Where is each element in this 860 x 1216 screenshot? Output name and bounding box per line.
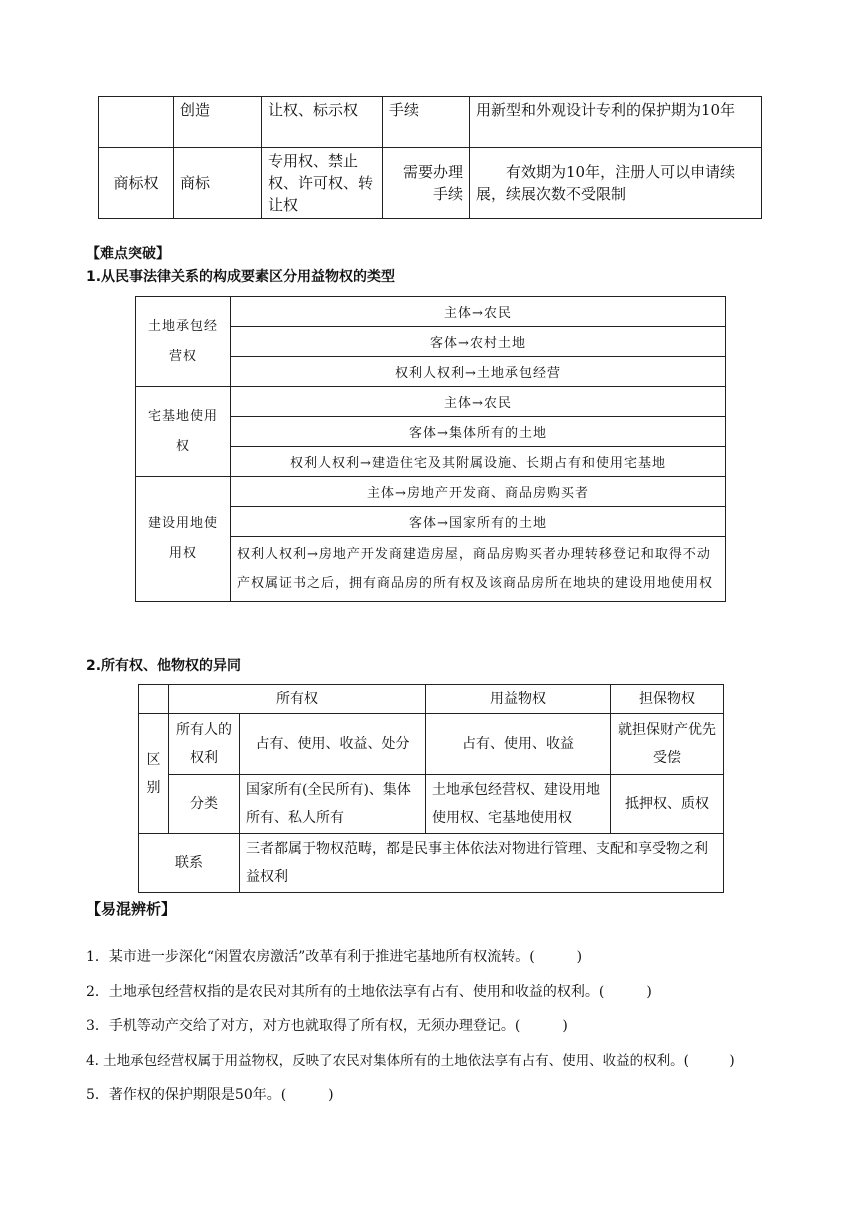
table-row (139, 834, 724, 893)
table-row (139, 685, 724, 714)
trademark-object-cell: 商标 (174, 148, 262, 219)
usufruct-types-table (135, 296, 726, 602)
group-row: 权利人权利→建造住宅及其附属设施、长期占有和使用宅基地 (231, 447, 726, 477)
table-cell: 占有、使用、收益、处分 (240, 714, 426, 775)
group-row: 主体→农民 (231, 297, 726, 327)
group-row: 权利人权利→房地产开发商建造房屋，商品房购买者办理转移登记和取得不动产权属证书之后，拥有商品房的所有权及该商品房所在地块的建设用地使用权 (231, 537, 726, 602)
group-row: 客体→集体所有的土地 (231, 417, 726, 447)
link-label: 联系 (139, 834, 240, 893)
table-cell: 用新型和外观设计专利的保护期为10年 (470, 97, 762, 148)
group-row: 客体→农村土地 (231, 327, 726, 357)
trademark-rights-cell: 专用权、禁止权、许可权、转让权 (262, 148, 383, 219)
group-row: 权利人权利→土地承包经营 (231, 357, 726, 387)
table-cell: 占有、使用、收益 (426, 714, 611, 775)
group-label-construction-land: 建设用地使用权 (136, 477, 231, 602)
group-row: 客体→国家所有的土地 (231, 507, 726, 537)
table-cell: 就担保财产优先受偿 (611, 714, 724, 775)
table-cell (139, 685, 169, 714)
table-cell: 抵押权、质权 (611, 775, 724, 834)
subheading-ownership-compare: 2.所有权、他物权的异同 (86, 658, 242, 674)
trademark-procedure-cell: 需要办理手续 (383, 148, 470, 219)
table-row (139, 775, 724, 834)
header-usufruct: 用益物权 (426, 685, 611, 714)
row-label-owner-rights: 所有人的权利 (169, 714, 240, 775)
diff-label: 区别 (139, 714, 169, 834)
quiz-item: 1．某市进一步深化“闲置农房激活”改革有利于推进宅基地所有权流转。( ) (86, 949, 583, 965)
quiz-item: 2．土地承包经营权指的是农民对其所有的土地依法享有占有、使用和收益的权利。( ) (86, 984, 652, 1000)
header-security: 担保物权 (611, 685, 724, 714)
table-cell: 让权、标示权 (262, 97, 383, 148)
quiz-item: 4. 土地承包经营权属于用益物权，反映了农民对集体所有的土地依法享有占有、使用、收益的权利。( ) (86, 1053, 735, 1069)
table-cell (99, 97, 174, 148)
trademark-name-cell: 商标权 (99, 148, 174, 219)
row-label-category: 分类 (169, 775, 240, 834)
group-label-homestead: 宅基地使用权 (136, 387, 231, 477)
table-cell: 手续 (383, 97, 470, 148)
header-ownership: 所有权 (169, 685, 426, 714)
group-row: 主体→房地产开发商、商品房购买者 (231, 477, 726, 507)
group-row: 主体→农民 (231, 387, 726, 417)
group-label-land-contract: 土地承包经营权 (136, 297, 231, 387)
quiz-item: 5．著作权的保护期限是50年。( ) (86, 1087, 334, 1103)
section-heading-confusion: 【易混辨析】 (86, 900, 177, 918)
section-heading-breakthrough: 【难点突破】 (86, 246, 170, 262)
quiz-item: 3．手机等动产交给了对方，对方也就取得了所有权，无须办理登记。( ) (86, 1018, 568, 1034)
trademark-protection-cell: 有效期为10年，注册人可以申请续展，续展次数不受限制 (470, 148, 762, 219)
table-row (99, 148, 762, 219)
ip-rights-table (98, 96, 762, 219)
table-row (139, 714, 724, 775)
table-row (136, 477, 726, 507)
subheading-usufruct-types: 1.从民事法律关系的构成要素区分用益物权的类型 (86, 269, 396, 285)
table-row (99, 97, 762, 148)
ownership-compare-table (138, 684, 724, 893)
link-text: 三者都属于物权范畴，都是民事主体依法对物进行管理、支配和享受物之利益权利 (240, 834, 724, 893)
table-cell: 创造 (174, 97, 262, 148)
table-row (136, 297, 726, 327)
table-cell: 国家所有(全民所有)、集体所有、私人所有 (240, 775, 426, 834)
table-cell: 土地承包经营权、建设用地使用权、宅基地使用权 (426, 775, 611, 834)
table-row (136, 387, 726, 417)
